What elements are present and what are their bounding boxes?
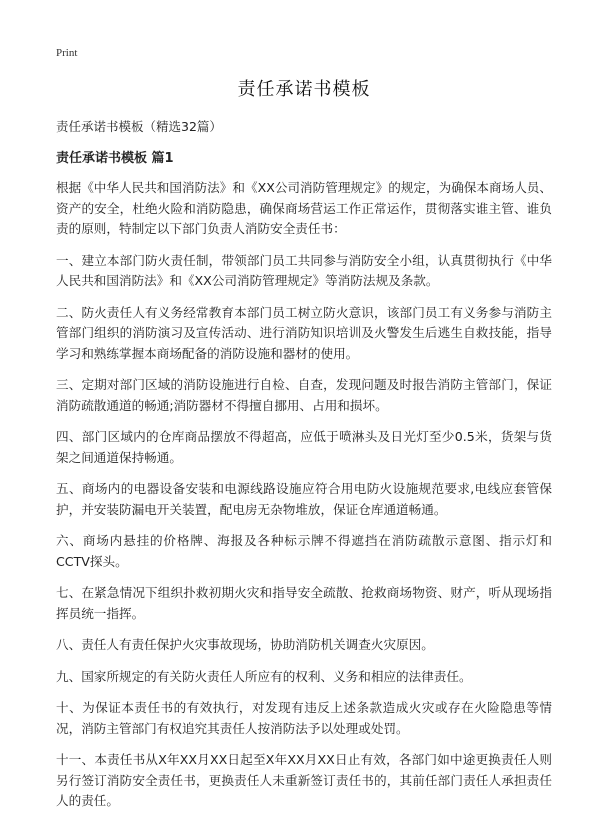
print-label: Print (56, 47, 78, 59)
paragraph-clause-10: 十、为保证本责任书的有效执行，对发现有违反上述条款造成火灾或存在火险隐患等情况，消防主管部门有权追究其责任人按消防法予以处理或处罚。 (56, 700, 552, 736)
paragraph-clause-2: 二、防火责任人有义务经常教育本部门员工树立防火意识，该部门员工有义务参与消防主管部门组织的消防演习及宣传活动、进行消防知识培训及火警发生后逃生自救技能，指导学习和熟练掌握本商场配备的消防设施和器材的使用。 (56, 304, 552, 361)
paragraph-clause-6: 六、商场内悬挂的价格牌、海报及各种标示牌不得遮挡在消防疏散示意图、指示灯和CCTV探头。 (56, 533, 552, 569)
paragraph-intro: 根据《中华人民共和国消防法》和《XX公司消防管理规定》的规定，为确保本商场人员、资产的安全，杜绝火险和消防隐患，确保商场营运工作正常运作，贯彻落实谁主管、谁负责的原则，特制定以下部门负责人消防安全责任书： (56, 180, 552, 236)
section-heading: 责任承诺书模板 篇1 (56, 151, 174, 166)
paragraph-clause-11: 十一、本责任书从X年XX月XX日起至X年XX月XX日止有效，各部门如中途更换责任人则另行签订消防安全责任书，更换责任人未重新签订责任书的，其前任部门责任人承担责任人的责任。 (56, 752, 552, 808)
paragraph-clause-1: 一、建立本部门防火责任制，带领部门员工共同参与消防安全小组，认真贯彻执行《中华人民共和国消防法》和《XX公司消防管理规定》等消防法规及条款。 (56, 252, 552, 288)
paragraph-clause-9: 九、国家所规定的有关防火责任人所应有的权利、义务和相应的法律责任。 (56, 668, 472, 684)
paragraph-clause-7: 七、在紧急情况下组织扑救初期火灾和指导安全疏散、抢救商场物资、财产，听从现场指挥员统一指挥。 (56, 585, 552, 621)
document-title: 责任承诺书模板 (237, 79, 371, 100)
paragraph-clause-8: 八、责任人有责任保护火灾事故现场，协助消防机关调查火灾原因。 (56, 637, 434, 652)
paragraph-clause-3: 三、定期对部门区域的消防设施进行自检、自查，发现问题及时报告消防主管部门，保证消防疏散通道的畅通;消防器材不得擅自挪用、占用和损坏。 (56, 377, 552, 413)
paragraph-clause-5: 五、商场内的电器设备安装和电源线路设施应符合用电防火设施规范要求,电线应套管保护，并安装防漏电开关装置，配电房无杂物堆放，保证仓库通道畅通。 (56, 481, 552, 517)
document-subtitle: 责任承诺书模板（精选32篇） (56, 119, 222, 134)
paragraph-clause-4: 四、部门区域内的仓库商品摆放不得超高，应低于喷淋头及日光灯至少0.5米，货架与货架之间通道保持畅通。 (56, 429, 552, 465)
